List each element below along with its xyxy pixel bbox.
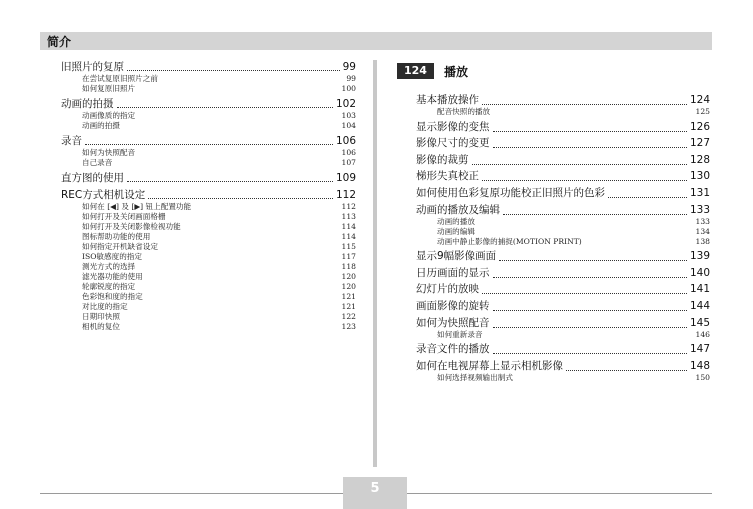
toc-entry bbox=[416, 266, 710, 280]
dot-leader bbox=[493, 131, 687, 132]
toc-entry-page: 106 bbox=[335, 135, 356, 147]
toc-subentry-page: 150 bbox=[695, 372, 710, 382]
toc-subentry-title: 对比度的指定 bbox=[82, 302, 128, 311]
toc-subentry-page: 120 bbox=[341, 272, 356, 281]
toc-subentry-page: 134 bbox=[695, 226, 710, 236]
toc-subentry-page: 114 bbox=[341, 222, 356, 231]
toc-subentry-title: 自己录音 bbox=[82, 158, 113, 167]
toc-entry-title: 录音 bbox=[61, 135, 82, 147]
toc-subentry-row[interactable] bbox=[82, 121, 356, 131]
toc-entry-page: 130 bbox=[689, 170, 710, 183]
toc-subentries bbox=[416, 330, 710, 340]
toc-entry-page: 128 bbox=[689, 153, 710, 166]
toc-subentry-row[interactable] bbox=[82, 111, 356, 121]
toc-entry-row[interactable] bbox=[416, 249, 710, 263]
toc-entry bbox=[416, 169, 710, 183]
dot-leader bbox=[472, 164, 687, 165]
toc-entry bbox=[61, 134, 356, 168]
toc-entry-row[interactable] bbox=[416, 203, 710, 217]
section-number-badge: 124 bbox=[397, 63, 434, 79]
dot-leader bbox=[608, 197, 687, 198]
toc-subentry-title: 轮廓锐度的指定 bbox=[82, 282, 136, 291]
toc-entry bbox=[416, 186, 710, 200]
toc-subentries bbox=[61, 111, 356, 131]
toc-subentry-title: 测光方式的选择 bbox=[82, 262, 136, 271]
toc-entry-row[interactable] bbox=[416, 282, 710, 296]
toc-subentry-row[interactable] bbox=[82, 202, 356, 212]
toc-subentry-page: 99 bbox=[346, 74, 356, 83]
dot-leader bbox=[503, 214, 687, 215]
toc-subentry-title: 在尝试复原旧照片之前 bbox=[82, 74, 158, 83]
toc-entry bbox=[61, 60, 356, 94]
toc-entry bbox=[416, 299, 710, 313]
toc-subentry-row[interactable] bbox=[82, 272, 356, 282]
toc-subentries bbox=[61, 74, 356, 94]
toc-subentry-title: 滤光器功能的使用 bbox=[82, 272, 143, 281]
toc-subentries bbox=[61, 202, 356, 332]
toc-subentries bbox=[416, 107, 710, 117]
toc-subentry-row[interactable] bbox=[82, 158, 356, 168]
toc-entry-page: 109 bbox=[335, 172, 356, 184]
column-divider bbox=[373, 60, 377, 467]
dot-leader bbox=[85, 144, 333, 145]
dot-leader bbox=[493, 147, 687, 148]
toc-subentry-page: 138 bbox=[695, 236, 710, 246]
toc-entry bbox=[416, 153, 710, 167]
toc-subentry-page: 100 bbox=[341, 84, 356, 93]
toc-subentry-row[interactable] bbox=[82, 262, 356, 272]
toc-subentry-title: 图标帮助功能的使用 bbox=[82, 232, 151, 241]
toc-subentry-title: 如何打开及关闭影像检视功能 bbox=[82, 222, 181, 231]
toc-entry bbox=[416, 136, 710, 150]
toc-subentry-title: 配音快照的播放 bbox=[437, 107, 491, 116]
toc-entry-page: 99 bbox=[342, 61, 356, 73]
toc-entry-row[interactable] bbox=[416, 136, 710, 150]
toc-subentry-page: 121 bbox=[341, 302, 356, 311]
toc-subentry-title: 动画的播放 bbox=[437, 216, 475, 226]
toc-entry bbox=[416, 203, 710, 247]
dot-leader bbox=[493, 277, 687, 278]
toc-entry-row[interactable] bbox=[416, 299, 710, 313]
toc-subentry-page: 107 bbox=[341, 158, 356, 167]
toc-subentry-title: 动画像质的指定 bbox=[82, 111, 136, 120]
toc-entry-row[interactable] bbox=[416, 359, 710, 373]
toc-entry bbox=[416, 93, 710, 117]
toc-subentry-page: 104 bbox=[341, 121, 356, 130]
toc-subentry-title: ISO敏感度的指定 bbox=[82, 252, 142, 261]
toc-entry bbox=[416, 282, 710, 296]
toc-entry-page: 126 bbox=[689, 120, 710, 133]
toc-entry-title: 影像尺寸的变更 bbox=[416, 137, 490, 150]
toc-subentry-page: 117 bbox=[341, 252, 356, 261]
toc-subentry-row[interactable] bbox=[437, 217, 710, 227]
toc-entry-title: 动画的拍摄 bbox=[61, 98, 114, 110]
toc-subentry-row[interactable] bbox=[82, 148, 356, 158]
toc-subentry-row[interactable] bbox=[437, 237, 710, 247]
toc-entry-title: 显示9幅影像画面 bbox=[416, 250, 497, 263]
dot-leader bbox=[493, 327, 687, 328]
toc-entry-row[interactable] bbox=[416, 342, 710, 356]
toc-entry bbox=[416, 120, 710, 134]
toc-entry-row[interactable] bbox=[416, 316, 710, 330]
toc-entry-page: 131 bbox=[689, 186, 710, 199]
toc-subentry-row[interactable] bbox=[82, 302, 356, 312]
toc-entry-title: 录音文件的播放 bbox=[416, 343, 490, 356]
toc-subentry-page: 123 bbox=[341, 322, 356, 331]
dot-leader bbox=[493, 310, 687, 311]
toc-entry-page: 141 bbox=[689, 283, 710, 296]
toc-entry bbox=[61, 171, 356, 185]
toc-subentry-page: 122 bbox=[341, 312, 356, 321]
toc-subentry-page: 121 bbox=[341, 292, 356, 301]
toc-entry-row[interactable] bbox=[416, 93, 710, 107]
header-title: 简介 bbox=[47, 35, 72, 49]
dot-leader bbox=[493, 353, 687, 354]
toc-subentry-row[interactable] bbox=[82, 282, 356, 292]
toc-entry-page: 147 bbox=[689, 343, 710, 356]
toc-subentry-row[interactable] bbox=[82, 232, 356, 242]
toc-subentry-title: 如何复原旧照片 bbox=[82, 84, 136, 93]
toc-entry bbox=[416, 342, 710, 356]
toc-entry-title: 日历画面的显示 bbox=[416, 266, 490, 279]
toc-entry-row[interactable] bbox=[416, 169, 710, 183]
toc-subentry-page: 113 bbox=[341, 212, 356, 221]
toc-entry bbox=[416, 249, 710, 263]
toc-subentry-row[interactable] bbox=[82, 212, 356, 222]
toc-subentry-page: 115 bbox=[341, 242, 356, 251]
page-number-tab bbox=[343, 477, 407, 509]
header-bar bbox=[40, 32, 712, 50]
toc-entry-title: 显示影像的变焦 bbox=[416, 120, 490, 133]
toc-entry-page: 139 bbox=[689, 250, 710, 263]
toc-entry-row[interactable] bbox=[416, 186, 710, 200]
dot-leader bbox=[566, 370, 687, 371]
toc-subentry-page: 133 bbox=[695, 216, 710, 226]
toc-subentry-page: 120 bbox=[341, 282, 356, 291]
toc-subentry-row[interactable] bbox=[437, 330, 710, 340]
toc-subentry-title: 动画的拍摄 bbox=[82, 121, 120, 130]
toc-entry-row[interactable] bbox=[61, 97, 356, 111]
dot-leader bbox=[127, 70, 340, 71]
toc-entry-title: 幻灯片的放映 bbox=[416, 283, 479, 296]
toc-entry-row[interactable] bbox=[61, 60, 356, 74]
toc-entry-title: 梯形失真校正 bbox=[416, 170, 479, 183]
dot-leader bbox=[482, 104, 687, 105]
toc-subentry-row[interactable] bbox=[82, 74, 356, 84]
toc-entry bbox=[416, 316, 710, 340]
toc-subentry-row[interactable] bbox=[82, 312, 356, 322]
toc-subentry-page: 125 bbox=[695, 107, 710, 116]
toc-entry-row[interactable] bbox=[416, 153, 710, 167]
toc-entry-page: 145 bbox=[689, 316, 710, 329]
toc-entry-title: REC方式相机设定 bbox=[61, 189, 146, 201]
toc-entry-page: 148 bbox=[689, 359, 710, 372]
toc-entry-title: 画面影像的旋转 bbox=[416, 299, 490, 312]
toc-entry-page: 102 bbox=[335, 98, 356, 110]
toc-subentry-row[interactable] bbox=[82, 322, 356, 332]
toc-entry-title: 如何使用色彩复原功能校正旧照片的色彩 bbox=[416, 186, 605, 199]
toc-subentry-row[interactable] bbox=[437, 227, 710, 237]
toc-entry-page: 124 bbox=[689, 94, 710, 106]
right-toc bbox=[416, 93, 710, 385]
toc-subentry-row[interactable] bbox=[82, 222, 356, 232]
toc-entry-page: 112 bbox=[335, 189, 356, 201]
toc-entry-page: 127 bbox=[689, 137, 710, 150]
toc-entry-title: 影像的裁剪 bbox=[416, 153, 469, 166]
toc-subentry-row[interactable] bbox=[82, 252, 356, 262]
toc-entry bbox=[61, 97, 356, 131]
toc-entry-title: 如何在电视屏幕上显示相机影像 bbox=[416, 359, 563, 372]
toc-subentry-row[interactable] bbox=[437, 107, 710, 117]
toc-subentries bbox=[61, 148, 356, 168]
toc-entry-row[interactable] bbox=[61, 134, 356, 148]
toc-subentry-row[interactable] bbox=[82, 84, 356, 94]
toc-subentry-row[interactable] bbox=[82, 242, 356, 252]
toc-entry-title: 如何为快照配音 bbox=[416, 316, 490, 329]
toc-subentry-title: 如何重新录音 bbox=[437, 329, 483, 339]
toc-entry-title: 直方图的使用 bbox=[61, 172, 124, 184]
toc-subentry-page: 146 bbox=[695, 329, 710, 339]
toc-entry-title: 基本播放操作 bbox=[416, 94, 479, 106]
toc-subentry-page: 118 bbox=[341, 262, 356, 271]
left-toc bbox=[61, 60, 356, 335]
dot-leader bbox=[148, 198, 333, 199]
toc-entry-row[interactable] bbox=[61, 171, 356, 185]
dot-leader bbox=[482, 180, 687, 181]
toc-subentry-row[interactable] bbox=[82, 292, 356, 302]
toc-entry bbox=[61, 188, 356, 332]
toc-subentry-title: 动画的编辑 bbox=[437, 226, 475, 236]
toc-subentry-title: 相机的复位 bbox=[82, 322, 120, 331]
dot-leader bbox=[127, 181, 333, 182]
dot-leader bbox=[482, 293, 687, 294]
toc-entry-title: 动画的播放及编辑 bbox=[416, 203, 500, 216]
toc-subentry-title: 动画中静止影像的捕捉(MOTION PRINT) bbox=[437, 236, 582, 246]
toc-subentry-title: 日期印快照 bbox=[82, 312, 120, 321]
toc-entry-page: 133 bbox=[689, 203, 710, 216]
toc-subentries bbox=[416, 373, 710, 383]
toc-subentry-page: 106 bbox=[341, 148, 356, 157]
toc-subentry-page: 114 bbox=[341, 232, 356, 241]
dot-leader bbox=[499, 260, 687, 261]
toc-entry-row[interactable] bbox=[61, 188, 356, 202]
toc-entry-row[interactable] bbox=[416, 266, 710, 280]
toc-subentry-title: 如何为快照配音 bbox=[82, 148, 136, 157]
page-number: 5 bbox=[370, 481, 380, 496]
section-heading bbox=[397, 63, 468, 79]
toc-entry-row[interactable] bbox=[416, 120, 710, 134]
toc-subentry-title: 如何在 [◀] 及 [▶] 钮上配置功能 bbox=[82, 202, 192, 211]
toc-entry-page: 140 bbox=[689, 266, 710, 279]
toc-subentry-title: 色彩饱和度的指定 bbox=[82, 292, 143, 301]
toc-subentry-title: 如何指定开机缺省设定 bbox=[82, 242, 158, 251]
toc-subentry-title: 如何打开及关闭画面格栅 bbox=[82, 212, 166, 221]
section-title: 播放 bbox=[443, 64, 468, 79]
toc-subentry-title: 如何选择视频输出制式 bbox=[437, 372, 513, 382]
toc-subentries bbox=[416, 217, 710, 247]
toc-entry-title: 旧照片的复原 bbox=[61, 61, 124, 73]
toc-subentry-page: 112 bbox=[341, 202, 356, 211]
dot-leader bbox=[117, 107, 333, 108]
toc-entry bbox=[416, 359, 710, 383]
toc-entry-page: 144 bbox=[689, 299, 710, 312]
toc-subentry-page: 103 bbox=[341, 111, 356, 120]
toc-subentry-row[interactable] bbox=[437, 373, 710, 383]
